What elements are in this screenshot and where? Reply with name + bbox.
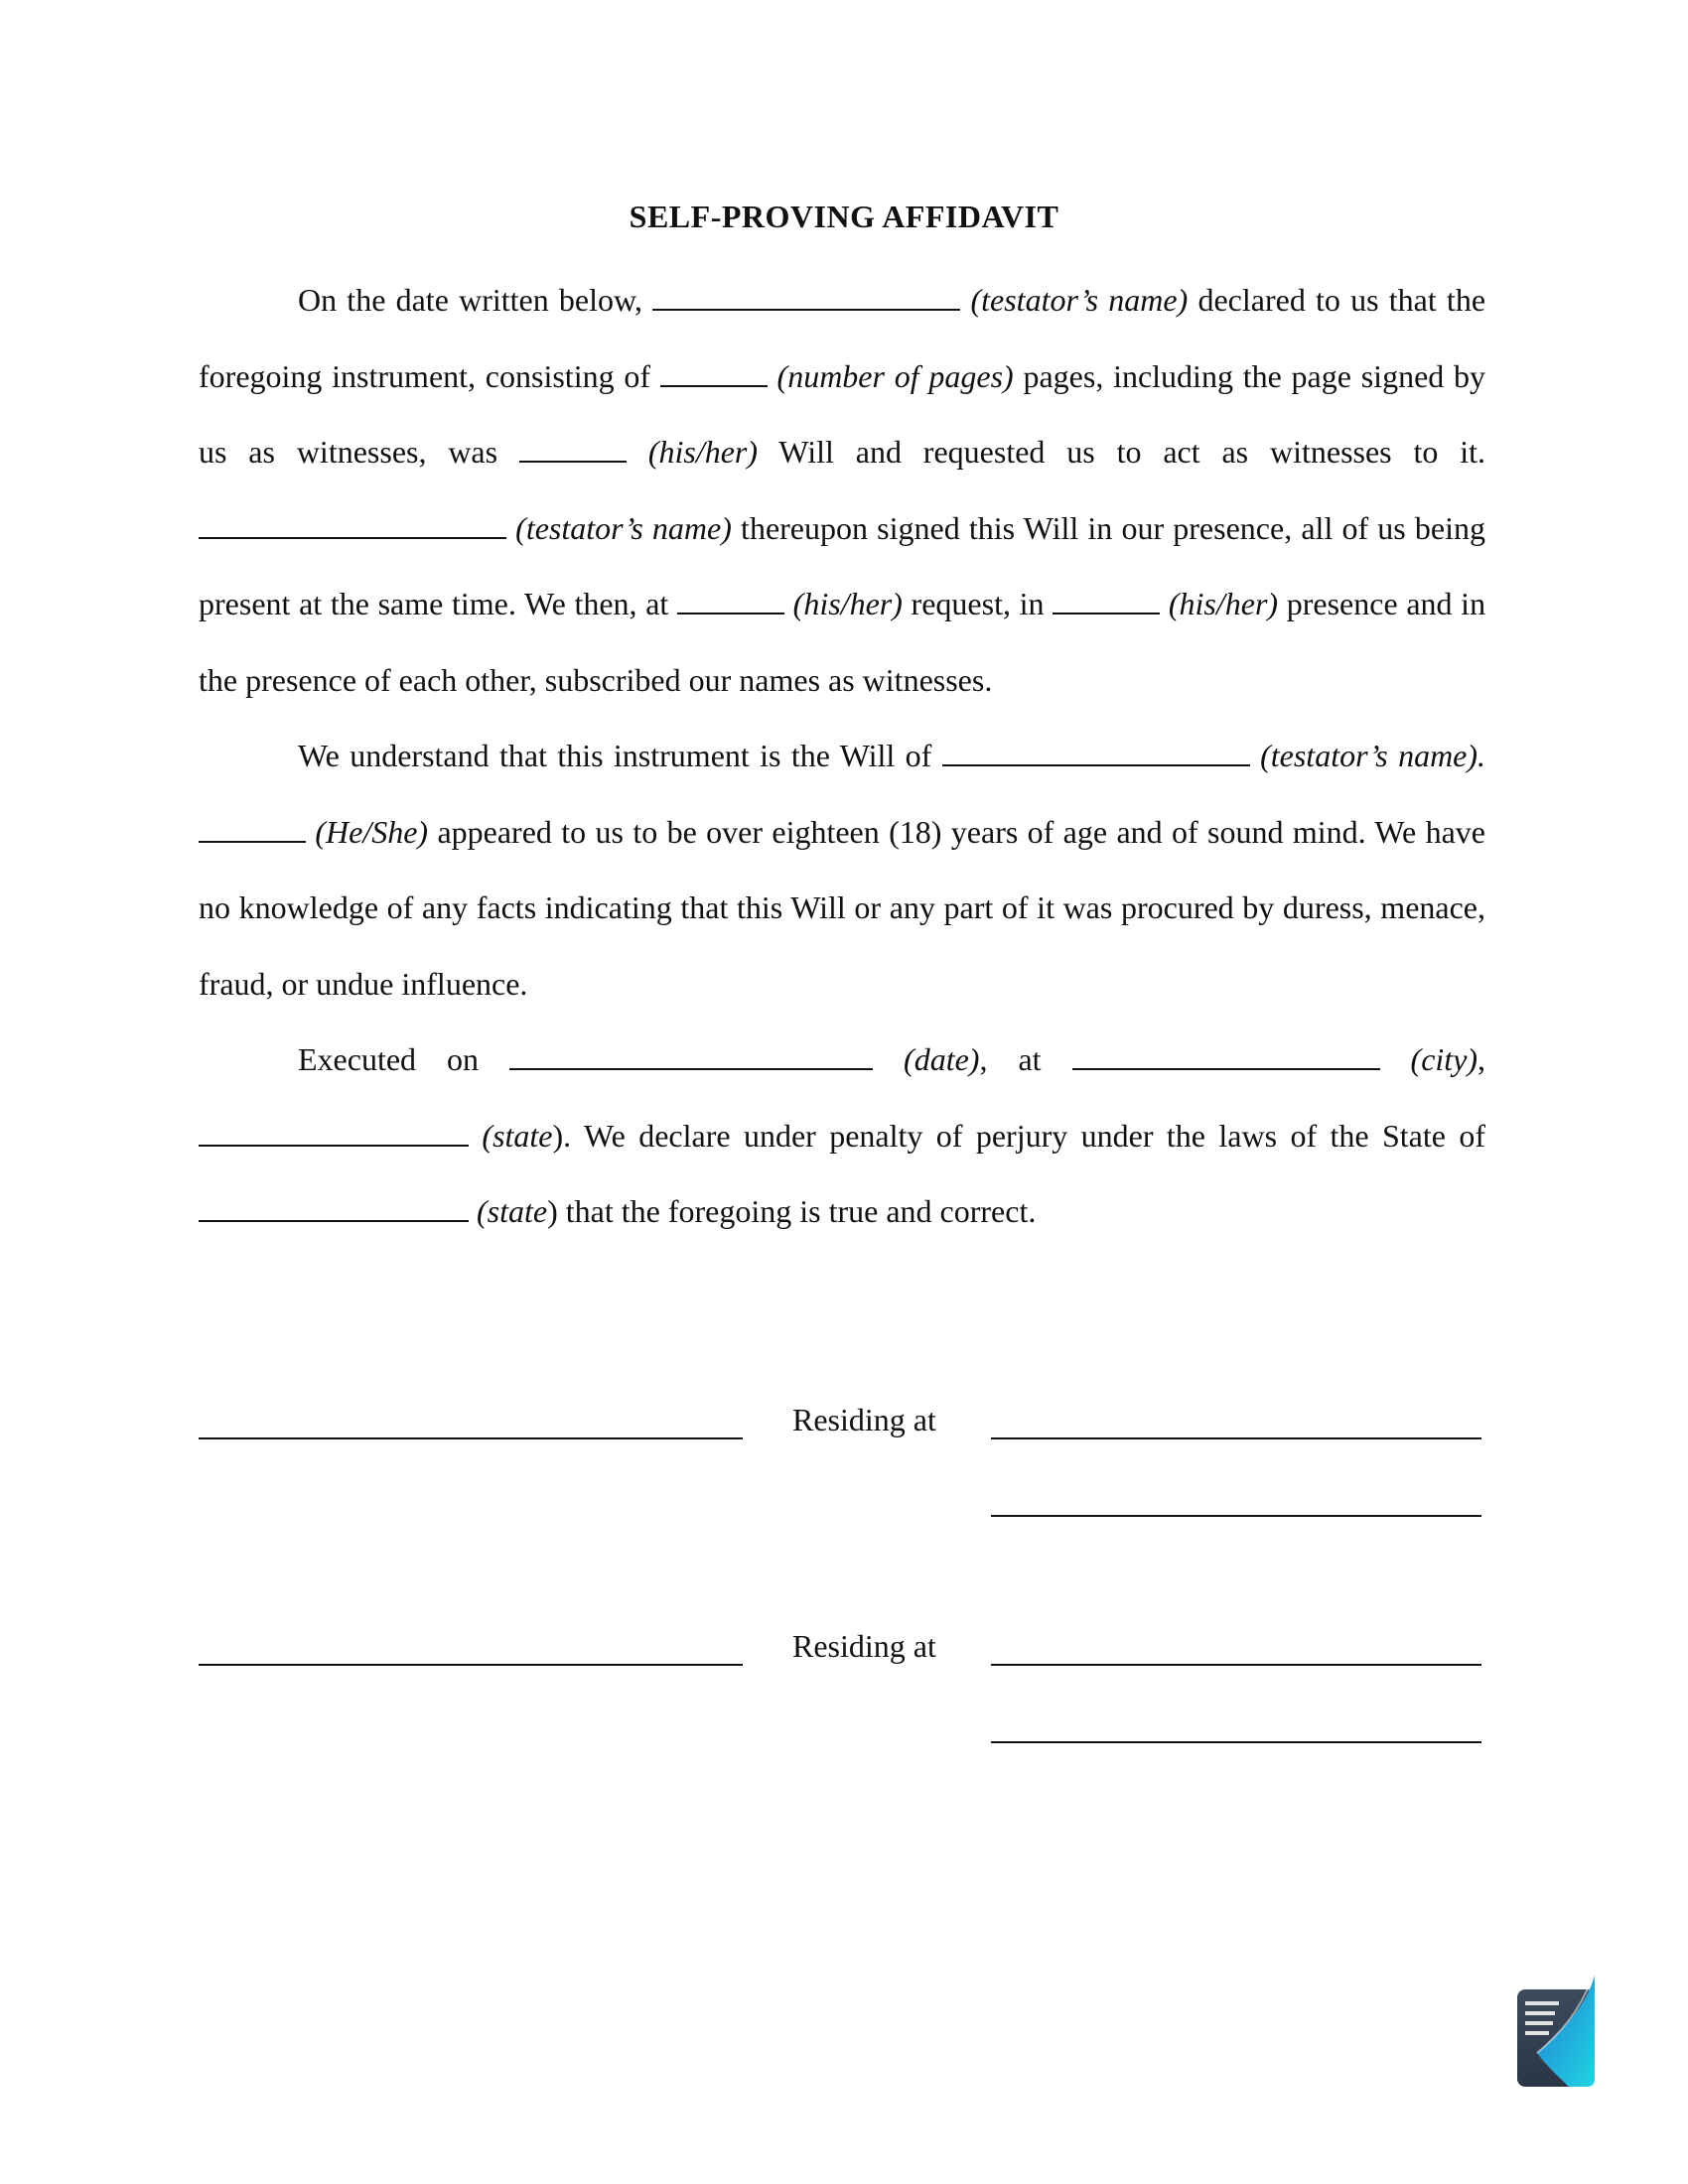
witness-address-row	[199, 1479, 1485, 1519]
field-hint: (city)	[1410, 1041, 1478, 1077]
document-logo-icon	[1517, 1972, 1597, 2091]
paragraph-execution	[199, 1022, 1485, 1250]
field-hint: (his/her)	[647, 434, 759, 470]
residence-address-line-2[interactable]	[991, 1741, 1481, 1743]
text: request, in	[911, 586, 1045, 621]
field-hint: (testator’s name)	[970, 282, 1189, 318]
number-of-pages-blank[interactable]	[660, 359, 768, 387]
field-hint: (state	[482, 1117, 553, 1154]
his-her-blank[interactable]	[677, 587, 784, 614]
residing-at-label: Residing at	[792, 1402, 936, 1437]
he-she-blank[interactable]	[199, 815, 306, 843]
witness-address-row	[199, 1706, 1485, 1745]
witness-signature-row	[199, 1628, 1485, 1668]
text: pages, including the page signed by us as witnesses, was	[199, 357, 1486, 470]
field-hint: (his/her)	[792, 586, 903, 621]
residence-address-line[interactable]	[991, 1664, 1481, 1666]
field-hint: (He/She)	[315, 813, 429, 850]
residing-at-label: Residing at	[792, 1628, 936, 1664]
testator-name-blank[interactable]	[942, 739, 1250, 766]
date-blank[interactable]	[509, 1042, 873, 1070]
residence-address-line[interactable]	[991, 1437, 1481, 1439]
state-blank[interactable]	[199, 1119, 469, 1147]
testator-name-blank[interactable]	[199, 511, 506, 539]
text: thereupon signed this Will in our presence, all of us being present at the same time. We then, at	[199, 509, 1486, 621]
text: presence and in the presence of each other, subscribed our names as witnesses.	[199, 586, 1486, 698]
field-hint: (date)	[904, 1041, 980, 1077]
document-body	[199, 262, 1485, 1250]
witness-signature-line[interactable]	[199, 1664, 743, 1666]
text: ) that the foregoing is true and correct.	[547, 1193, 1037, 1229]
paragraph-understanding	[199, 718, 1485, 1022]
his-her-blank[interactable]	[519, 435, 627, 463]
field-hint: (number of pages)	[776, 357, 1014, 394]
text: , at	[979, 1041, 1042, 1077]
text: Will and requested us to act as witnesses to it.	[778, 434, 1486, 470]
witness-signature-row	[199, 1402, 1485, 1441]
witness-signature-line[interactable]	[199, 1437, 743, 1439]
his-her-blank[interactable]	[1053, 587, 1160, 614]
field-hint: (state	[477, 1193, 548, 1229]
document-title: SELF-PROVING AFFIDAVIT	[629, 199, 1059, 234]
testator-name-blank[interactable]	[652, 283, 960, 311]
field-hint: (testator’s name).	[1260, 738, 1486, 773]
residence-address-line-2[interactable]	[991, 1515, 1481, 1517]
field-hint: (his/her)	[1168, 586, 1279, 621]
text: ,	[1477, 1041, 1486, 1077]
city-blank[interactable]	[1072, 1042, 1380, 1070]
paragraph-declaration	[199, 262, 1485, 718]
text: ). We declare under penalty of perjury under the laws of the State of	[552, 1117, 1486, 1154]
field-hint: (testator’s name)	[515, 509, 732, 546]
text: Executed on	[298, 1041, 480, 1077]
text: On the date written below,	[298, 282, 643, 318]
text: appeared to us to be over eighteen (18) years of age and of sound mind. We have no knowledge of any facts indicating that this Will or any part of it was procured by duress, menace, fraud, or undue influence.	[199, 813, 1485, 1002]
text: We understand that this instrument is the Will of	[298, 738, 932, 773]
state-blank[interactable]	[199, 1194, 469, 1222]
text: declared to us that the foregoing instrument, consisting of	[199, 282, 1486, 394]
